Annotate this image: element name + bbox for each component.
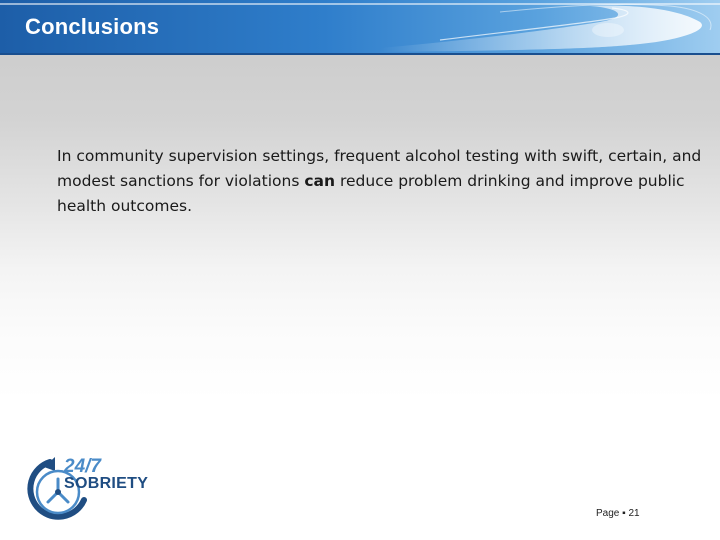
swirl-decoration [380, 0, 720, 55]
conclusion-text-emphasis: can [304, 172, 336, 190]
header-bottom-border [0, 53, 720, 55]
page-number: Page ▪ 21 [596, 508, 640, 519]
sobriety-logo [24, 454, 184, 526]
title-bar [0, 0, 720, 55]
logo-text-sobriety: SOBRIETY [64, 475, 149, 492]
conclusion-text-part2: reduce problem drinking and improve public health outcomes. [57, 172, 685, 215]
conclusion-text [57, 144, 702, 219]
conclusion-text-part1: In community supervision settings, frequent alcohol testing with swift, certain, and modest sanctions for violations [57, 147, 702, 190]
logo-text-247: 24/7 [64, 456, 101, 477]
slide-title: Conclusions [25, 14, 160, 39]
